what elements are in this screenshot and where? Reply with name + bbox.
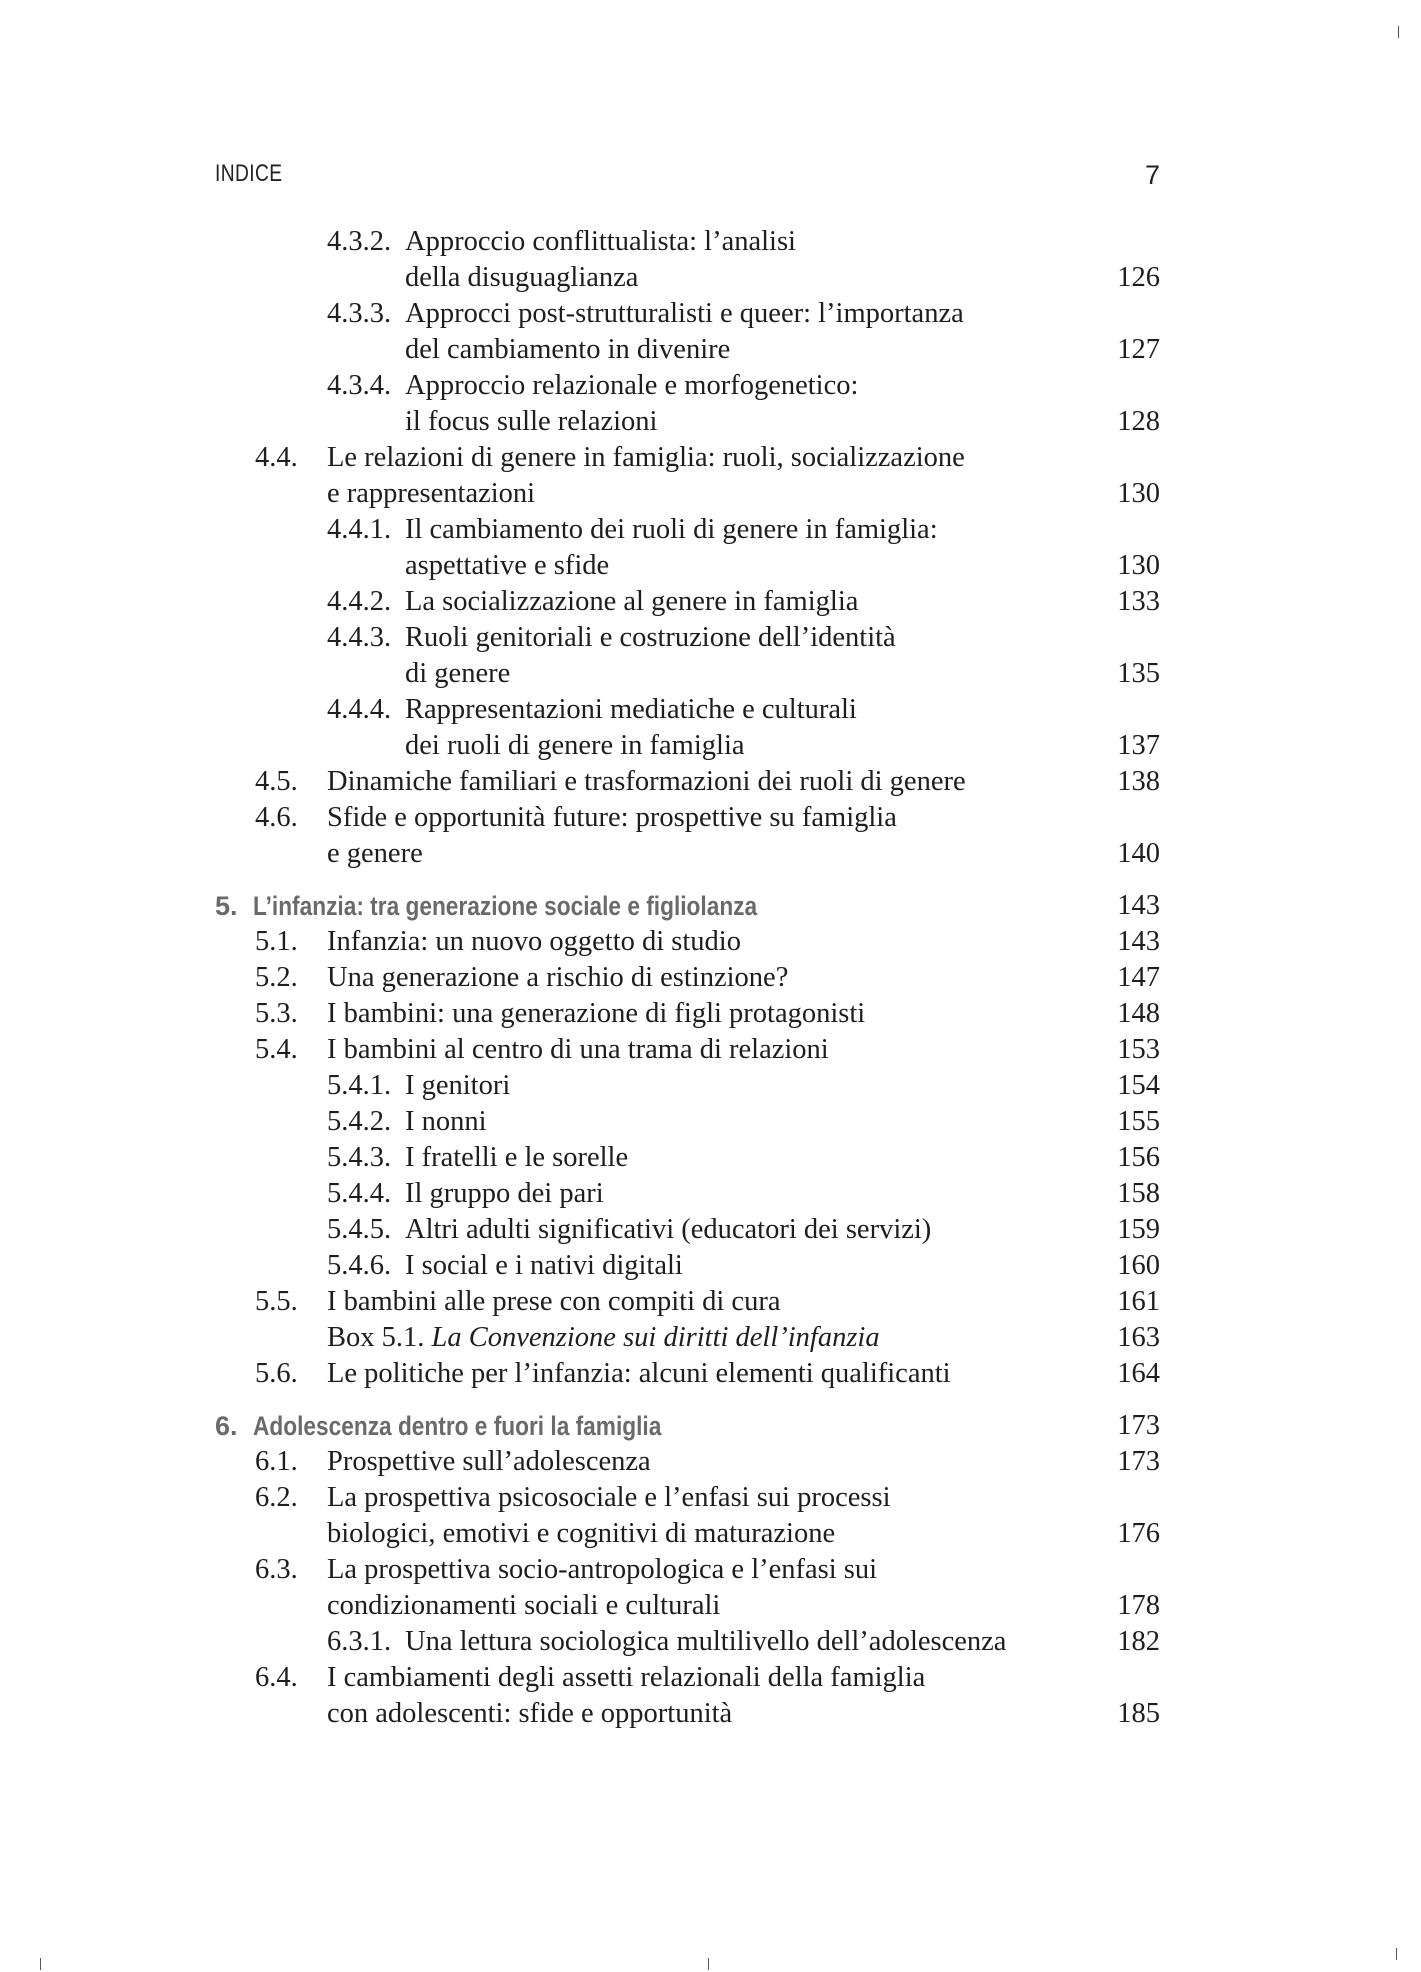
toc-entry-title: Approccio relazionale e morfogenetico:: [405, 370, 859, 401]
running-head-page-number: 7: [1144, 160, 1160, 190]
toc-entry: [215, 1104, 1160, 1140]
toc-entry-page: 143: [1117, 926, 1160, 957]
toc-entry-number: 5.4.1.: [327, 1070, 392, 1101]
toc-entry: [215, 584, 1160, 620]
toc-entry-title: La prospettiva socio-antropologica e l’enfasi sui: [327, 1554, 878, 1585]
toc-entry-title: e rappresentazioni: [327, 478, 536, 509]
toc-entry-number: 5.4.: [255, 1034, 298, 1065]
toc-entry-number: 4.6.: [255, 802, 298, 833]
toc-entry-number: 6.3.1.: [327, 1626, 392, 1657]
toc-entry-title: Adolescenza dentro e fuori la famiglia: [253, 1411, 662, 1441]
toc-entry-title: I cambiamenti degli assetti relazionali della famiglia: [327, 1662, 926, 1693]
toc-entry-title: La prospettiva psicosociale e l’enfasi sui processi: [327, 1482, 891, 1513]
toc-entry: [215, 1068, 1160, 1104]
crop-mark: [40, 1958, 41, 1970]
toc-entry-page: 185: [1117, 1698, 1160, 1729]
toc-entry-page: 160: [1117, 1250, 1160, 1281]
toc-entry-number: 6.2.: [255, 1482, 298, 1513]
toc-entry-title: biologici, emotivi e cognitivi di maturazione: [327, 1518, 836, 1549]
toc-entry: [215, 1320, 1160, 1356]
toc-entry-title: condizionamenti sociali e culturali: [327, 1590, 721, 1621]
toc-entry-title: Sfide e opportunità future: prospettive su famiglia: [327, 802, 897, 833]
toc-entry: [215, 996, 1160, 1032]
toc-entry-continuation: [215, 332, 1160, 368]
toc-entry-number: 4.4.: [255, 442, 298, 473]
toc-entry-page: 126: [1117, 262, 1160, 293]
toc-entry-page: 153: [1117, 1034, 1160, 1065]
toc-entry-continuation: [215, 836, 1160, 872]
toc-entry: [215, 1284, 1160, 1320]
toc-entry-page: 128: [1117, 406, 1160, 437]
toc-entry-page: 147: [1117, 962, 1160, 993]
toc-entry-number: 5.4.4.: [327, 1178, 392, 1209]
toc-entry: [215, 512, 1160, 548]
toc-entry-title: Il cambiamento dei ruoli di genere in famiglia:: [405, 514, 938, 545]
toc-entry-number: 6.1.: [255, 1446, 298, 1477]
toc-entry: [215, 924, 1160, 960]
toc-entry-title: L’infanzia: tra generazione sociale e figliolanza: [253, 891, 758, 921]
toc-entry-page: 143: [1117, 890, 1160, 921]
toc-entry-title: Approccio conflittualista: l’analisi: [405, 226, 796, 257]
crop-mark: [1396, 1948, 1397, 1960]
toc-entry-page: 130: [1117, 478, 1160, 509]
toc-entry-page: 176: [1117, 1518, 1160, 1549]
toc-entry-page: 135: [1117, 658, 1160, 689]
toc-entry: [215, 960, 1160, 996]
crop-mark: [708, 1958, 709, 1970]
toc-entry-title: dei ruoli di genere in famiglia: [405, 730, 745, 761]
toc-entry: [215, 1480, 1160, 1516]
toc-entry-number: 5.4.6.: [327, 1250, 392, 1281]
toc-entry: [215, 1660, 1160, 1696]
toc-entry-continuation: [215, 548, 1160, 584]
toc-entry: [215, 1552, 1160, 1588]
toc-entry-title: Il gruppo dei pari: [405, 1178, 604, 1209]
toc-entry: [215, 368, 1160, 404]
toc-entry: [215, 800, 1160, 836]
toc-entry-page: 148: [1117, 998, 1160, 1029]
toc-entry-number: 6.4.: [255, 1662, 298, 1693]
toc-entry-number: 5.2.: [255, 962, 298, 993]
toc-entry-number: 4.4.2.: [327, 586, 392, 617]
toc-entry-page: 158: [1117, 1178, 1160, 1209]
toc-entry-page: 159: [1117, 1214, 1160, 1245]
toc-entry-title: Approcci post-strutturalisti e queer: l’importanza: [405, 298, 964, 329]
toc-entry-page: 140: [1117, 838, 1160, 869]
toc-entry-number: 6.: [215, 1411, 238, 1441]
toc-entry-title: [327, 1320, 880, 1356]
toc-entry-number: 5.: [215, 891, 238, 921]
toc-entry: [215, 692, 1160, 728]
table-of-contents: [215, 224, 1160, 1732]
toc-entry-continuation: [215, 1696, 1160, 1732]
toc-entry-title: della disuguaglianza: [405, 262, 639, 293]
toc-entry-title: del cambiamento in divenire: [405, 334, 731, 365]
toc-entry: [215, 764, 1160, 800]
toc-entry-page: 178: [1117, 1590, 1160, 1621]
toc-entry-continuation: [215, 260, 1160, 296]
toc-entry: [215, 620, 1160, 656]
toc-entry-page: 127: [1117, 334, 1160, 365]
toc-chapter-entry: [215, 888, 1160, 924]
toc-entry-title: I fratelli e le sorelle: [405, 1142, 629, 1173]
toc-entry: [215, 1032, 1160, 1068]
toc-entry-continuation: [215, 404, 1160, 440]
toc-entry-continuation: [215, 656, 1160, 692]
toc-entry: [215, 1356, 1160, 1392]
toc-entry-number: 4.3.4.: [327, 370, 392, 401]
toc-entry-title: Dinamiche familiari e trasformazioni dei ruoli di genere: [327, 766, 966, 797]
toc-entry-continuation: [215, 476, 1160, 512]
toc-entry: [215, 1140, 1160, 1176]
toc-entry-page: 138: [1117, 766, 1160, 797]
toc-entry-title: I social e i nativi digitali: [405, 1250, 683, 1281]
toc-entry-number: 4.4.4.: [327, 694, 392, 725]
toc-entry: [215, 1176, 1160, 1212]
toc-entry-title: Altri adulti significativi (educatori dei servizi): [405, 1214, 932, 1245]
box-label: Box 5.1.: [327, 1322, 432, 1353]
toc-entry: [215, 440, 1160, 476]
toc-entry-page: 173: [1117, 1410, 1160, 1441]
toc-entry-page: 163: [1117, 1322, 1160, 1353]
toc-entry-continuation: [215, 1588, 1160, 1624]
toc-entry-title: Prospettive sull’adolescenza: [327, 1446, 651, 1477]
toc-entry-number: 5.4.3.: [327, 1142, 392, 1173]
toc-entry-title: Ruoli genitoriali e costruzione dell’identità: [405, 622, 896, 653]
toc-entry: [215, 1248, 1160, 1284]
toc-entry-title: il focus sulle relazioni: [405, 406, 658, 437]
toc-entry-number: 4.4.3.: [327, 622, 392, 653]
toc-entry-number: 4.4.1.: [327, 514, 392, 545]
toc-entry: [215, 1444, 1160, 1480]
running-head-title: INDICE: [215, 160, 283, 187]
toc-entry-page: 154: [1117, 1070, 1160, 1101]
toc-entry-page: 133: [1117, 586, 1160, 617]
toc-entry-number: 4.3.3.: [327, 298, 392, 329]
toc-entry-page: 156: [1117, 1142, 1160, 1173]
toc-entry-continuation: [215, 728, 1160, 764]
running-head: [215, 160, 1160, 194]
toc-entry-number: 5.4.5.: [327, 1214, 392, 1245]
toc-entry-page: 173: [1117, 1446, 1160, 1477]
toc-entry-title: di genere: [405, 658, 511, 689]
toc-entry-title: I nonni: [405, 1106, 487, 1137]
toc-entry-title: aspettative e sfide: [405, 550, 610, 581]
toc-entry-title: Rappresentazioni mediatiche e culturali: [405, 694, 857, 725]
toc-entry-title: Le relazioni di genere in famiglia: ruoli, socializzazione: [327, 442, 965, 473]
toc-entry-number: 6.3.: [255, 1554, 298, 1585]
toc-entry-number: 5.1.: [255, 926, 298, 957]
toc-entry-title: e genere: [327, 838, 423, 869]
toc-entry: [215, 224, 1160, 260]
toc-entry-number: 5.3.: [255, 998, 298, 1029]
toc-entry-title: I bambini: una generazione di figli protagonisti: [327, 998, 866, 1029]
toc-chapter-entry: [215, 1408, 1160, 1444]
toc-entry-title: con adolescenti: sfide e opportunità: [327, 1698, 733, 1729]
toc-entry-page: 137: [1117, 730, 1160, 761]
toc-entry-page: 182: [1117, 1626, 1160, 1657]
toc-entry-title: Una lettura sociologica multilivello dell’adolescenza: [405, 1626, 1007, 1657]
box-title: La Convenzione sui diritti dell’infanzia: [431, 1322, 880, 1353]
toc-entry-continuation: [215, 1516, 1160, 1552]
toc-entry-number: 4.5.: [255, 766, 298, 797]
toc-entry-title: Le politiche per l’infanzia: alcuni elementi qualificanti: [327, 1358, 951, 1389]
toc-entry-title: I genitori: [405, 1070, 511, 1101]
toc-entry-title: La socializzazione al genere in famiglia: [405, 586, 859, 617]
toc-entry-number: 5.6.: [255, 1358, 298, 1389]
toc-entry-title: Infanzia: un nuovo oggetto di studio: [327, 926, 741, 957]
toc-entry-number: 5.4.2.: [327, 1106, 392, 1137]
toc-entry-page: 164: [1117, 1358, 1160, 1389]
toc-entry-title: Una generazione a rischio di estinzione?: [327, 962, 789, 993]
toc-entry-page: 161: [1117, 1286, 1160, 1317]
toc-entry-page: 155: [1117, 1106, 1160, 1137]
toc-entry: [215, 1212, 1160, 1248]
toc-entry-title: I bambini alle prese con compiti di cura: [327, 1286, 781, 1317]
toc-entry: [215, 1624, 1160, 1660]
toc-entry: [215, 296, 1160, 332]
toc-entry-page: 130: [1117, 550, 1160, 581]
crop-mark: [1398, 26, 1399, 38]
toc-entry-number: 5.5.: [255, 1286, 298, 1317]
toc-entry-number: 4.3.2.: [327, 226, 392, 257]
toc-entry-title: I bambini al centro di una trama di relazioni: [327, 1034, 829, 1065]
